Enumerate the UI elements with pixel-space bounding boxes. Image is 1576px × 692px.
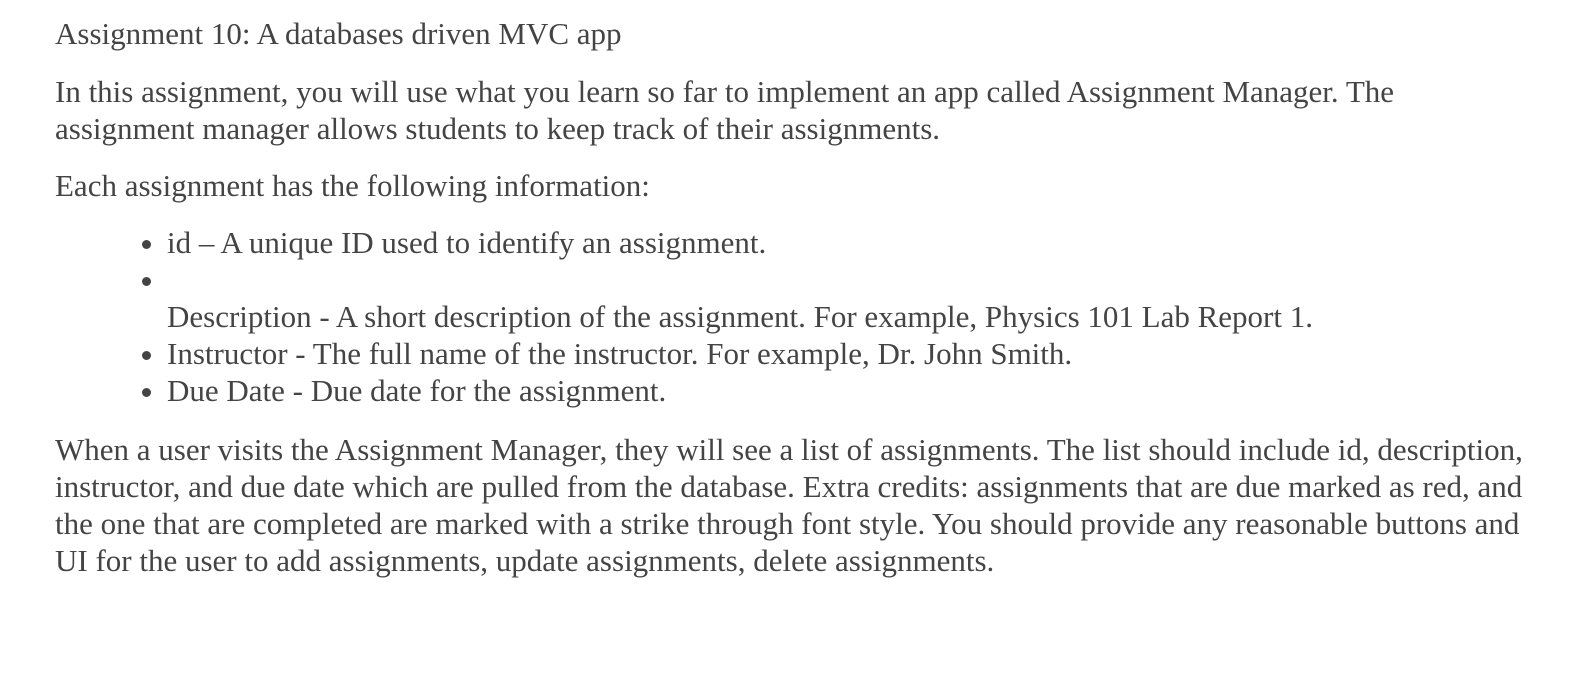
assignment-title: Assignment 10: A databases driven MVC app — [55, 16, 622, 51]
list-item — [55, 298, 1525, 335]
list-item — [55, 335, 1525, 372]
fields-list — [55, 224, 1525, 409]
field-instructor-text: Instructor - The full name of the instructor. For example, Dr. John Smith. — [167, 336, 1073, 371]
bullet-dot-icon — [142, 240, 151, 249]
field-id-text: id – A unique ID used to identify an assignment. — [167, 225, 767, 260]
list-item-empty — [55, 261, 1525, 298]
field-description-text: Description - A short description of the assignment. For example, Physics 101 Lab Report 1. — [167, 299, 1313, 334]
bullet-dot-icon — [142, 277, 151, 286]
list-item — [55, 372, 1525, 409]
bullet-dot-icon — [142, 388, 151, 397]
bullet-dot-icon — [142, 351, 151, 360]
intro-paragraph: In this assignment, you will use what you learn so far to implement an app called Assignment Manager. The assignment manager allows students to keep track of their assignments. — [55, 74, 1395, 146]
field-due-date-text: Due Date - Due date for the assignment. — [167, 373, 667, 408]
requirements-paragraph: When a user visits the Assignment Manager, they will see a list of assignments. The list should include id, description, instructor, and due date which are pulled from the database. Extra credits: assignments that are due marked as red, and the one that are completed are marked with a strike through font style. You should provide any reasonable buttons and UI for the user to add assignments, update assignments, delete assignments. — [55, 432, 1523, 578]
list-item — [55, 224, 1525, 261]
document-body — [55, 15, 1525, 579]
fields-intro-paragraph: Each assignment has the following information: — [55, 168, 650, 203]
